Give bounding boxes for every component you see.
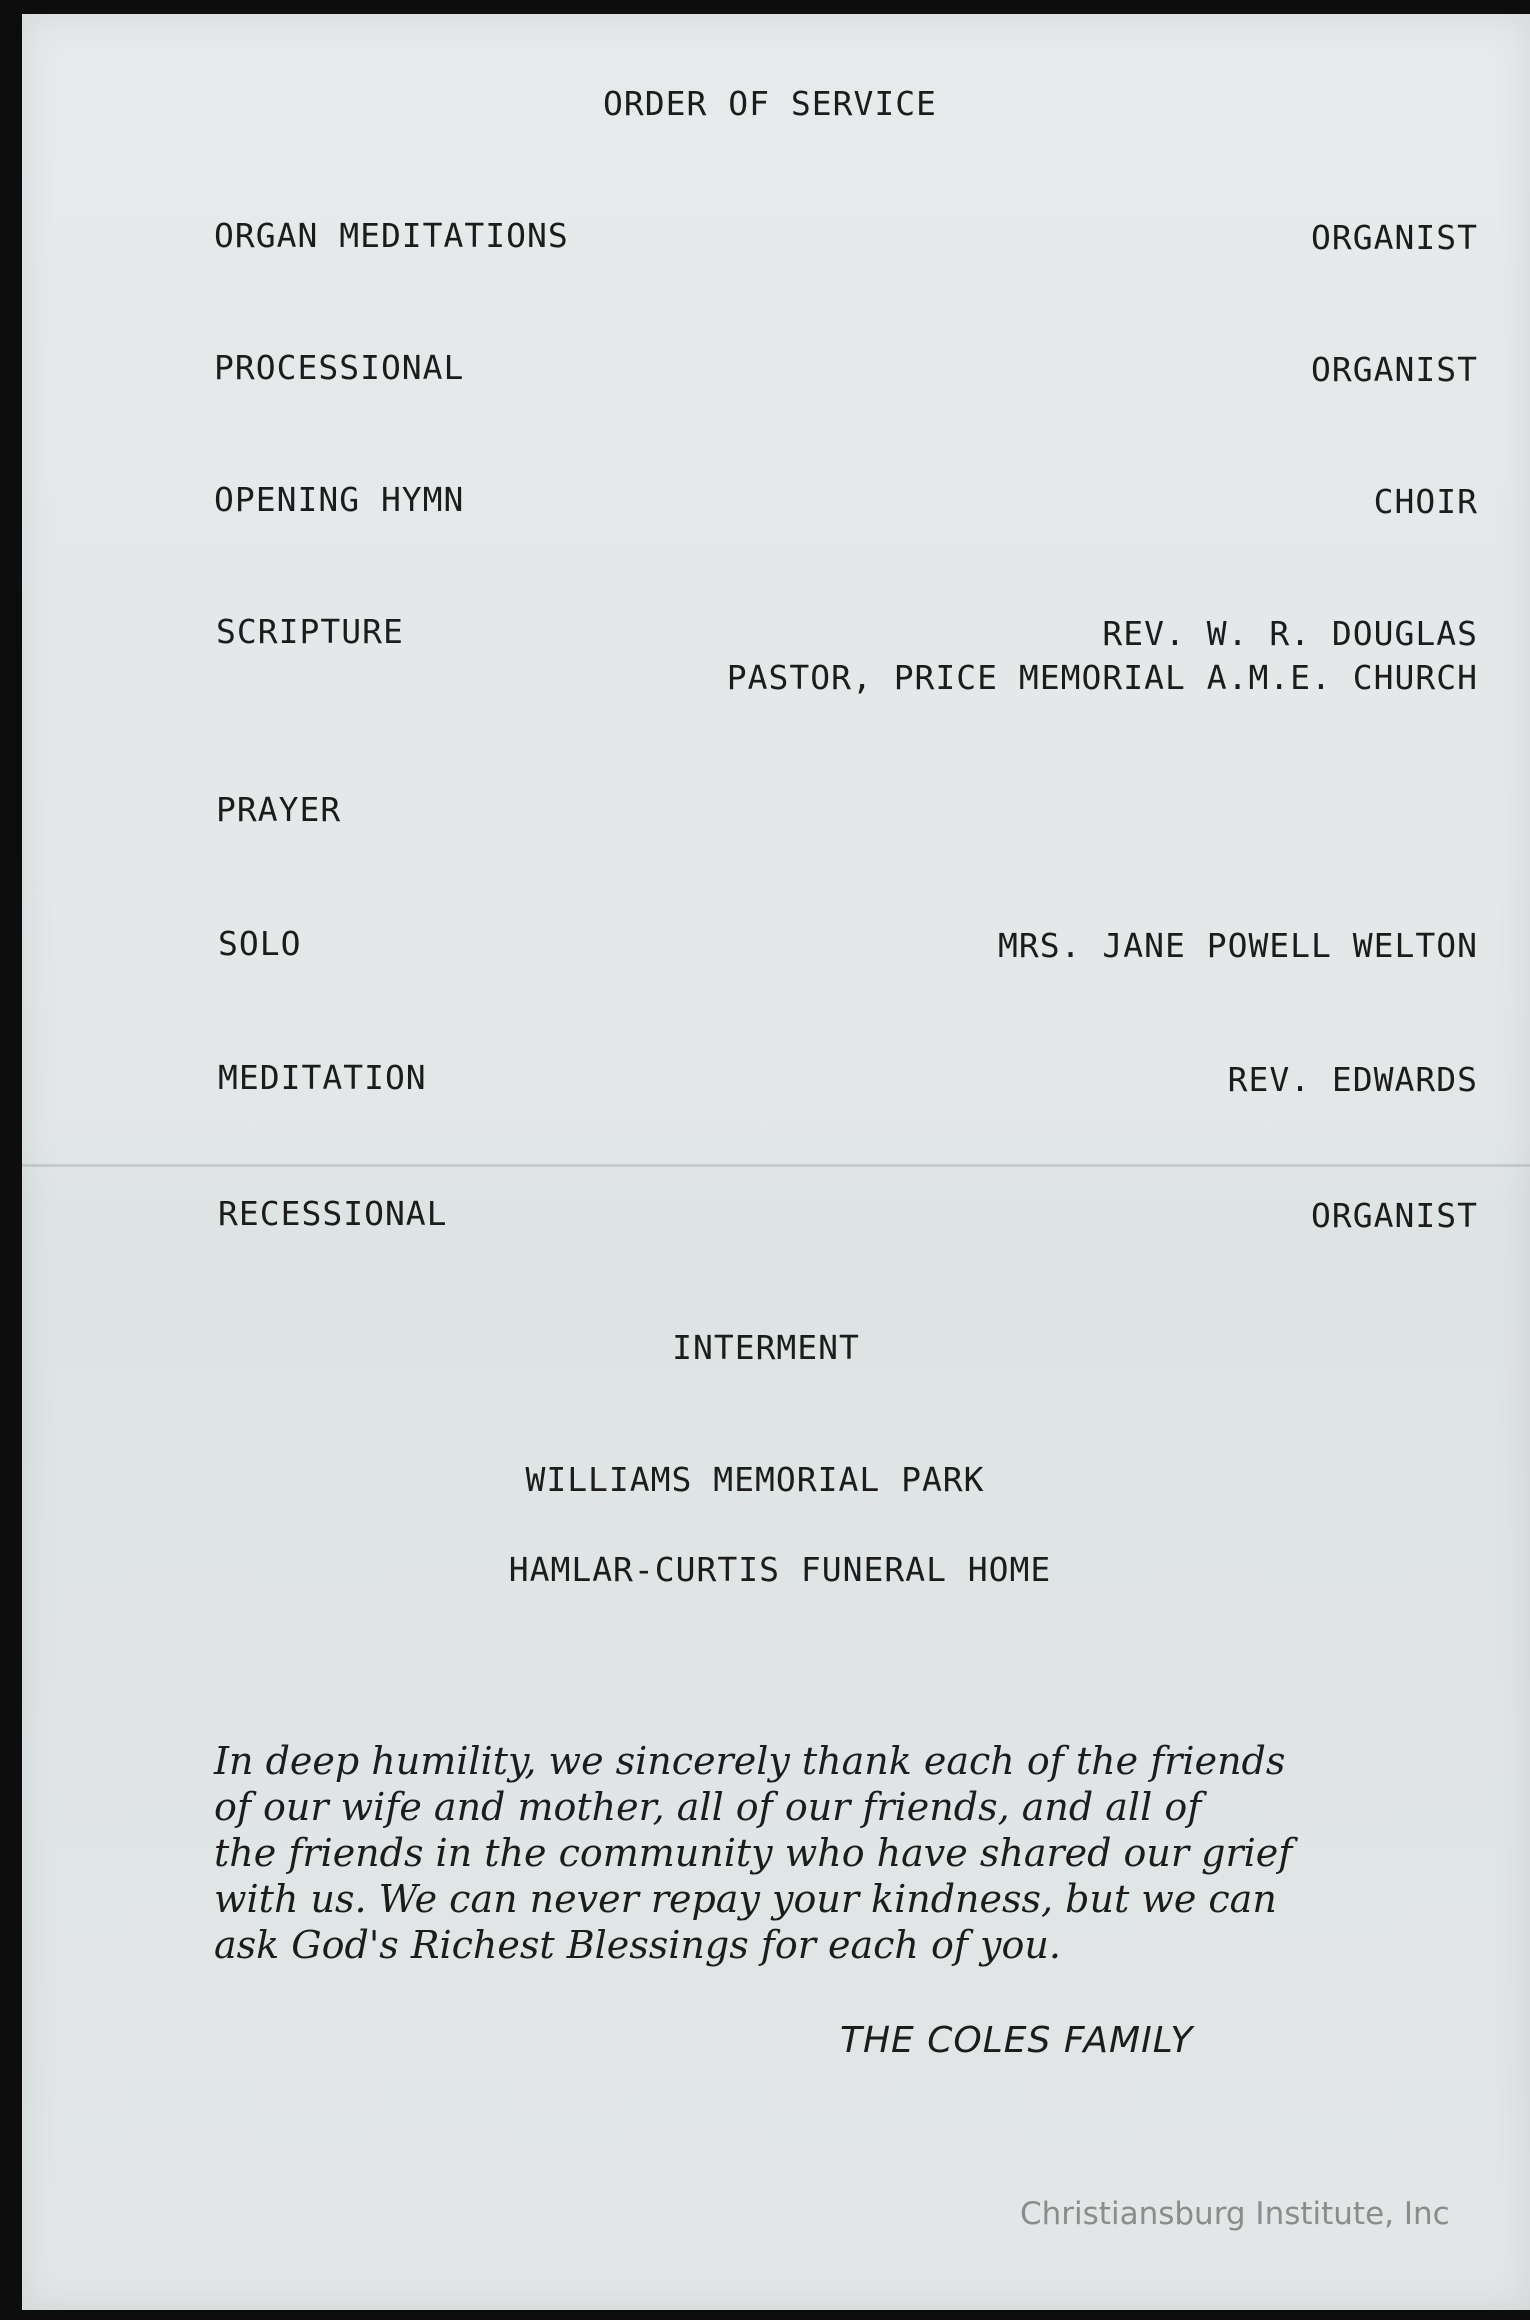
paper-fold-line	[22, 1164, 1530, 1167]
acknowledgement-line: ask God's Richest Blessings for each of you.	[214, 1923, 1061, 1967]
funeral-home: HAMLAR-CURTIS FUNERAL HOME	[508, 1550, 1052, 1589]
item-solo: SOLO	[218, 924, 302, 963]
item-solo-performer: MRS. JANE POWELL WELTON	[998, 926, 1478, 965]
item-meditation: MEDITATION	[218, 1058, 427, 1097]
acknowledgement-line: of our wife and mother, all of our friends, and all of	[214, 1785, 1202, 1829]
interment-heading: INTERMENT	[672, 1328, 860, 1367]
acknowledgement-line: the friends in the community who have shared our grief	[214, 1831, 1293, 1875]
item-opening-hymn-performer: CHOIR	[1373, 482, 1478, 521]
item-organ-meditations: ORGAN MEDITATIONS	[214, 216, 569, 255]
page-title: ORDER OF SERVICE	[603, 84, 937, 123]
item-recessional: RECESSIONAL	[218, 1194, 448, 1233]
acknowledgement-line: In deep humility, we sincerely thank each of the friends	[214, 1739, 1286, 1783]
item-opening-hymn: OPENING HYMN	[214, 480, 465, 519]
item-scripture: SCRIPTURE	[216, 612, 404, 651]
watermark: Christiansburg Institute, Inc	[1020, 2196, 1450, 2232]
item-scripture-performer-title: PASTOR, PRICE MEMORIAL A.M.E. CHURCH	[726, 658, 1478, 697]
item-recessional-performer: ORGANIST	[1311, 1196, 1478, 1235]
item-scripture-performer: REV. W. R. DOUGLAS	[1102, 614, 1478, 653]
acknowledgement-text	[214, 1738, 1514, 1968]
item-processional-performer: ORGANIST	[1311, 350, 1478, 389]
interment-place: WILLIAMS MEMORIAL PARK	[525, 1460, 985, 1499]
item-prayer: PRAYER	[216, 790, 342, 829]
item-meditation-performer: REV. EDWARDS	[1227, 1060, 1478, 1099]
acknowledgement-line: with us. We can never repay your kindness, but we can	[214, 1877, 1277, 1921]
item-processional: PROCESSIONAL	[214, 348, 465, 387]
family-signature: THE COLES FAMILY	[840, 2020, 1194, 2061]
item-organ-meditations-performer: ORGANIST	[1311, 218, 1478, 257]
